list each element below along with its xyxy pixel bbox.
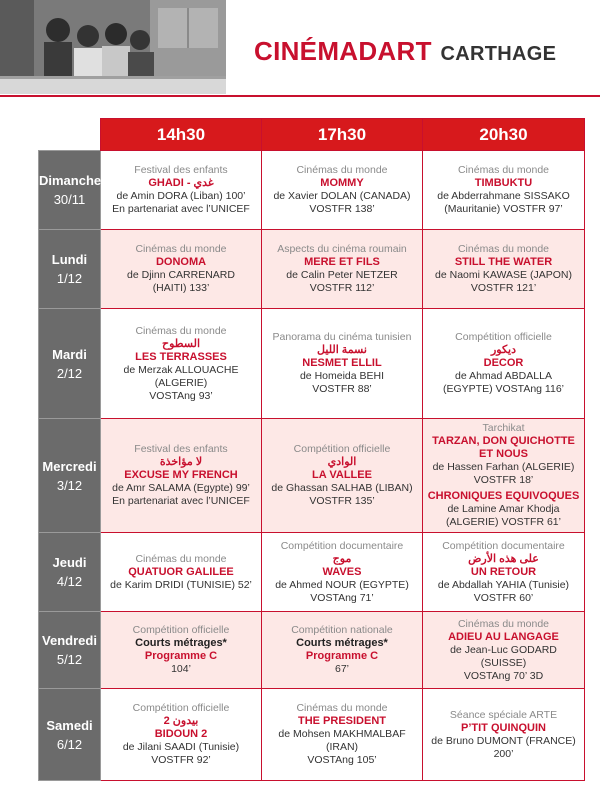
- screening-cell: [423, 689, 585, 781]
- film-title: MERE ET FILS: [304, 256, 380, 268]
- screening-cell: [262, 612, 423, 689]
- section-label: Compétition officielle: [455, 331, 552, 343]
- section-label: Compétition documentaire: [280, 539, 404, 552]
- day-date: 2/12: [56, 365, 83, 381]
- film-title: NESMET ELLIL: [302, 357, 382, 369]
- film-info: 104’: [171, 663, 191, 675]
- arabic-title: لا مؤاخذة: [159, 456, 203, 468]
- screening-cell: [101, 419, 262, 533]
- film-title: WAVES: [322, 565, 362, 578]
- film-info-2: (ALGERIE) VOSTFR 61’: [446, 516, 561, 528]
- day-cell: [39, 612, 101, 689]
- page-title: [254, 36, 556, 67]
- screening-cell: [262, 533, 423, 612]
- section-label: Cinémas du monde: [457, 243, 550, 255]
- screening-cell: [101, 533, 262, 612]
- screening-cell: [262, 419, 423, 533]
- film-title: TIMBUKTU: [474, 177, 533, 189]
- arabic-title: على هذه الأرض: [468, 552, 539, 565]
- screening-cell: [101, 151, 262, 230]
- day-name: Jeudi: [52, 555, 87, 570]
- section-label: Compétition documentaire: [442, 539, 565, 552]
- film-title: DONOMA: [155, 256, 207, 268]
- section-label: Cinémas du monde: [135, 552, 227, 565]
- arabic-title: بيدون 2: [163, 715, 199, 727]
- day-date: 6/12: [56, 736, 83, 752]
- film-credit: de Ahmad ABDALLA: [455, 370, 552, 382]
- header-divider: [0, 95, 600, 97]
- film-info: VOSTFR 92’: [151, 754, 211, 766]
- film-info: (HAITI) 133’: [152, 282, 210, 294]
- film-credit: de Naomi KAWASE (JAPON): [435, 269, 572, 281]
- section-label: Compétition officielle: [132, 624, 230, 636]
- day-date: 4/12: [56, 574, 83, 589]
- arabic-title: ديكور: [490, 344, 517, 356]
- film-title: Programme C: [305, 650, 379, 662]
- film-info: 67’: [334, 663, 349, 675]
- film-credit: de Karim DRIDI (TUNISIE) 52’: [110, 578, 252, 591]
- day-name: Vendredi: [42, 633, 97, 648]
- film-info: (Mauritanie) VOSTFR 97’: [444, 203, 563, 215]
- table-row: [39, 419, 585, 533]
- schedule-table: [38, 118, 585, 781]
- day-name: Mercredi: [42, 458, 97, 474]
- day-name: Mardi: [52, 346, 87, 362]
- film-title: EXCUSE MY FRENCH: [124, 469, 238, 481]
- film-credit: de Abdallah YAHIA (Tunisie): [437, 578, 570, 591]
- film-credit: de Calin Peter NETZER: [286, 269, 398, 281]
- film-title: GHADI - غدي: [148, 177, 214, 189]
- section-label: Cinémas du monde: [296, 702, 388, 714]
- film-credit: de Hassen Farhan (ALGERIE) VOSTFR 18’: [432, 461, 575, 486]
- screening-cell: [262, 230, 423, 309]
- film-credit: de Jilani SAADI (Tunisie): [122, 741, 240, 753]
- film-info: VOSTFR 135’: [309, 495, 375, 507]
- screening-cell: [262, 309, 423, 419]
- screening-cell: [423, 419, 585, 533]
- day-cell: [39, 230, 101, 309]
- film-title: Programme C: [144, 650, 218, 662]
- table-row: [39, 309, 585, 419]
- table-row: [39, 230, 585, 309]
- film-credit: de Jean-Luc GODARD (SUISSE): [450, 643, 557, 669]
- header-photo: [0, 0, 226, 94]
- table-row: [39, 533, 585, 612]
- section-label: Compétition nationale: [291, 624, 393, 636]
- film-title: BIDOUN 2: [154, 728, 208, 740]
- film-credit-2: de Lamine Amar Khodja: [447, 503, 560, 515]
- film-info: VOSTFR 60’: [473, 591, 534, 604]
- film-credit: de Homeida BEHI: [299, 370, 385, 382]
- film-title-2: CHRONIQUES EQUIVOQUES: [427, 490, 580, 502]
- section-label: Cinémas du monde: [135, 324, 227, 337]
- film-title: STILL THE WATER: [454, 256, 553, 268]
- section-label: Festival des enfants: [134, 443, 228, 455]
- program-type: Courts métrages*: [135, 637, 227, 649]
- film-title: MOMMY: [320, 177, 364, 189]
- screening-cell: [262, 151, 423, 230]
- section-label: Cinémas du monde: [457, 617, 550, 630]
- day-cell: [39, 309, 101, 419]
- film-title: QUATUOR GALILEE: [128, 565, 234, 578]
- corner-cell: [39, 119, 101, 151]
- day-cell: [39, 419, 101, 533]
- screening-cell: [423, 533, 585, 612]
- arabic-title: موج: [332, 552, 352, 565]
- brand-title-red: CINÉMADART: [254, 36, 432, 66]
- time-slot-header: 20h30: [423, 119, 585, 151]
- film-credit: de Xavier DOLAN (CANADA): [273, 190, 411, 202]
- day-date: 3/12: [56, 477, 83, 493]
- section-label: Cinémas du monde: [457, 164, 550, 176]
- table-row: [39, 612, 585, 689]
- screening-cell: [423, 309, 585, 419]
- screening-cell: [101, 689, 262, 781]
- film-info: En partenariat avec l’UNICEF: [112, 203, 250, 215]
- day-date: 30/11: [53, 192, 86, 207]
- film-info: VOSTAng 70’ 3D: [463, 669, 544, 682]
- screening-cell: [423, 230, 585, 309]
- film-title: THE PRESIDENT: [297, 715, 386, 727]
- section-label: Aspects du cinéma roumain: [277, 243, 407, 255]
- brand-title-dark: CARTHAGE: [440, 43, 557, 65]
- film-credit: de Djinn CARRENARD: [127, 269, 235, 281]
- time-slot-header: 17h30: [262, 119, 423, 151]
- arabic-title: السطوح: [161, 337, 201, 350]
- film-info: 200’: [493, 747, 514, 760]
- film-credit: de Mohsen MAKHMALBAF (IRAN): [278, 728, 406, 753]
- screening-cell: [423, 151, 585, 230]
- time-slot-header: 14h30: [101, 119, 262, 151]
- arabic-title: الوادي: [327, 456, 357, 468]
- film-credit: de Abderrahmane SISSAKO: [437, 190, 570, 202]
- screening-cell: [262, 689, 423, 781]
- film-info: En partenariat avec l’UNICEF: [112, 495, 250, 507]
- film-info: VOSTAng 93’: [149, 389, 213, 402]
- day-date: 1/12: [56, 271, 83, 286]
- program-type: Courts métrages*: [296, 637, 388, 649]
- day-cell: [39, 151, 101, 230]
- film-credit: de Merzak ALLOUACHE (ALGERIE): [123, 363, 239, 389]
- film-title: LES TERRASSES: [135, 350, 227, 363]
- film-info: VOSTFR 121’: [470, 282, 537, 294]
- film-info: VOSTAng 71’: [310, 591, 374, 604]
- screening-cell: [101, 230, 262, 309]
- arabic-title: نسمة الليل: [317, 344, 367, 356]
- film-title: P’TIT QUINQUIN: [461, 721, 546, 734]
- screening-cell: [423, 612, 585, 689]
- film-title: UN RETOUR: [470, 565, 537, 578]
- film-title: ADIEU AU LANGAGE: [448, 630, 559, 643]
- table-row: [39, 151, 585, 230]
- section-label: Festival des enfants: [134, 164, 228, 176]
- section-label: Panorama du cinéma tunisien: [272, 331, 412, 343]
- section-label: Cinémas du monde: [135, 243, 227, 255]
- day-name: Dimanche: [39, 173, 102, 188]
- film-credit: de Amr SALAMA (Egypte) 99’: [112, 482, 250, 494]
- film-info: VOSTFR 112’: [309, 282, 375, 294]
- section-label: Compétition officielle: [132, 702, 230, 714]
- film-title: DECOR: [483, 357, 524, 369]
- film-credit: de Ghassan SALHAB (LIBAN): [271, 482, 413, 494]
- film-credit: de Amin DORA (Liban) 100’: [116, 190, 246, 202]
- day-name: Lundi: [51, 252, 88, 267]
- film-title: TARZAN, DON QUICHOTTE ET NOUS: [432, 435, 575, 460]
- screening-cell: [101, 612, 262, 689]
- time-header-row: [39, 119, 585, 151]
- day-cell: [39, 533, 101, 612]
- section-label: Cinémas du monde: [296, 164, 388, 176]
- film-info: (EGYPTE) VOSTAng 116’: [443, 383, 564, 395]
- film-info: VOSTFR 88’: [312, 383, 372, 395]
- section-label: Séance spéciale ARTE: [449, 708, 558, 721]
- film-title: LA VALLEE: [312, 469, 372, 481]
- film-info: VOSTFR 138’: [309, 203, 375, 215]
- day-date: 5/12: [56, 652, 83, 667]
- day-name: Samedi: [46, 717, 93, 733]
- section-label: Compétition officielle: [293, 443, 391, 455]
- screening-cell: [101, 309, 262, 419]
- family-photo-illustration: [0, 0, 226, 94]
- film-credit: de Ahmed NOUR (EGYPTE): [275, 578, 409, 591]
- section-label: Tarchikat: [482, 422, 525, 434]
- table-row: [39, 689, 585, 781]
- day-cell: [39, 689, 101, 781]
- film-credit: de Bruno DUMONT (FRANCE): [431, 734, 576, 747]
- page-header: [0, 0, 600, 96]
- film-info: VOSTAng 105’: [307, 754, 377, 766]
